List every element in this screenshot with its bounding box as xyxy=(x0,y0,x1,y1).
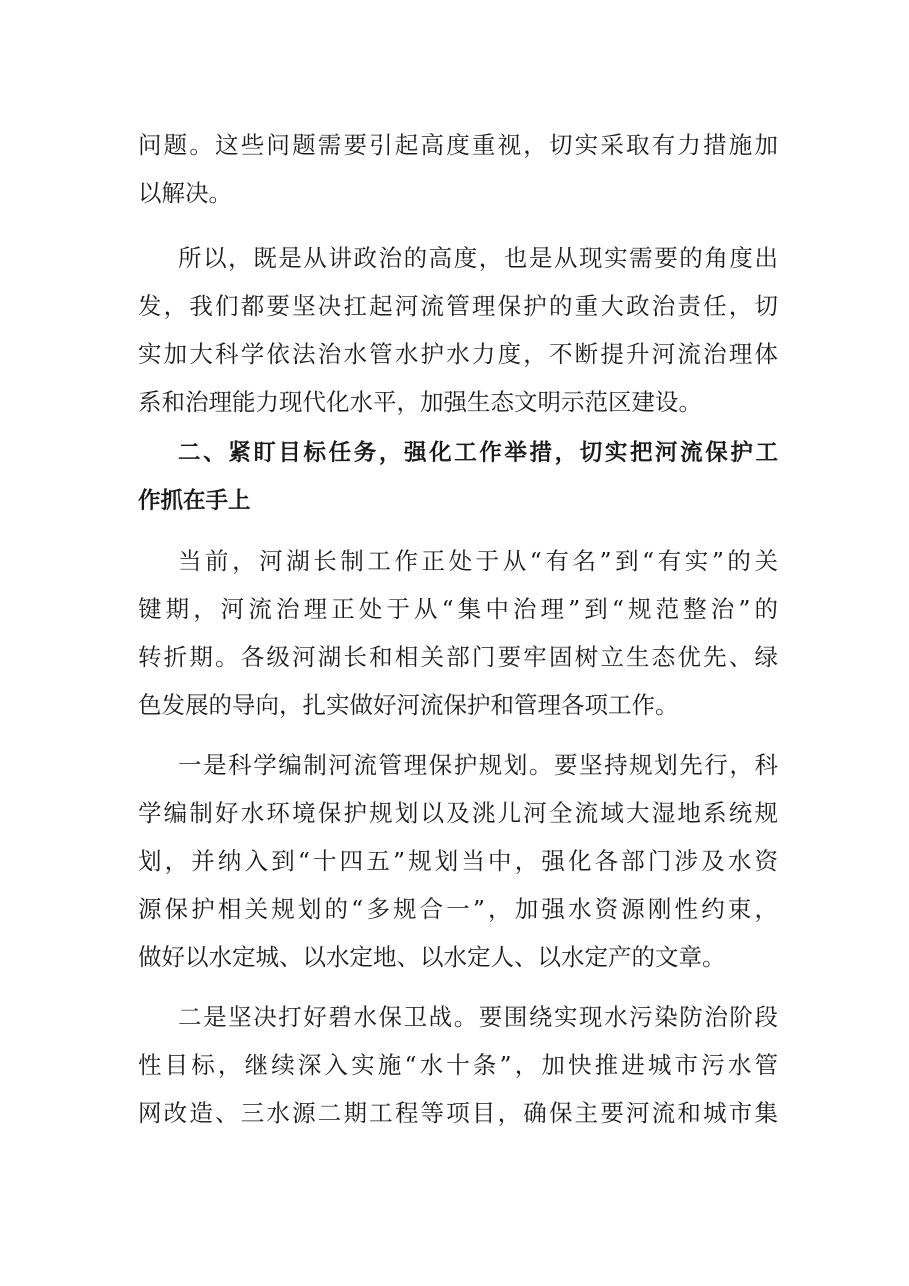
paragraph-line: 色发展的导向，扎实做好河流保护和管理各项工作。 xyxy=(138,691,679,719)
section-heading: 作抓在手上 xyxy=(138,488,251,514)
paragraph-line: 发，我们都要坚决扛起河流管理保护的重大政治责任，切 xyxy=(138,292,778,320)
paragraph-line: 转折期。各级河湖长和相关部门要牢固树立生态优先、绿 xyxy=(138,643,778,671)
paragraph-line: 划，并纳入到“十四五”规划当中，强化各部门涉及水资 xyxy=(138,847,778,875)
paragraph-line: 网改造、三水源二期工程等项目，确保主要河流和城市集 xyxy=(138,1099,778,1127)
paragraph-line: 一是科学编制河流管理保护规划。要坚持规划先行，科 xyxy=(178,751,778,779)
paragraph-line: 系和治理能力现代化水平，加强生态文明示范区建设。 xyxy=(138,388,702,416)
paragraph-line: 学编制好水环境保护规划以及洮儿河全流域大湿地系统规 xyxy=(138,799,778,827)
paragraph-line: 键期，河流治理正处于从“集中治理”到“规范整治”的 xyxy=(138,595,778,623)
paragraph-line: 当前，河湖长制工作正处于从“有名”到“有实”的关 xyxy=(178,547,778,575)
paragraph-line: 所以，既是从讲政治的高度，也是从现实需要的角度出 xyxy=(178,244,778,272)
paragraph-line: 以解决。 xyxy=(138,179,232,207)
paragraph-line: 做好以水定城、以水定地、以水定人、以水定产的文章。 xyxy=(138,943,726,971)
paragraph-line: 问题。这些问题需要引起高度重视，切实采取有力措施加 xyxy=(138,131,778,159)
paragraph-line: 实加大科学依法治水管水护水力度，不断提升河流治理体 xyxy=(138,340,778,368)
paragraph-line: 性目标，继续深入实施“水十条”，加快推进城市污水管 xyxy=(138,1051,778,1079)
section-heading: 二、紧盯目标任务，强化工作举措，切实把河流保护工 xyxy=(178,440,778,466)
paragraph-line: 二是坚决打好碧水保卫战。要围绕实现水污染防治阶段 xyxy=(178,1003,778,1031)
paragraph-line: 源保护相关规划的“多规合一”，加强水资源刚性约束， xyxy=(138,895,778,923)
